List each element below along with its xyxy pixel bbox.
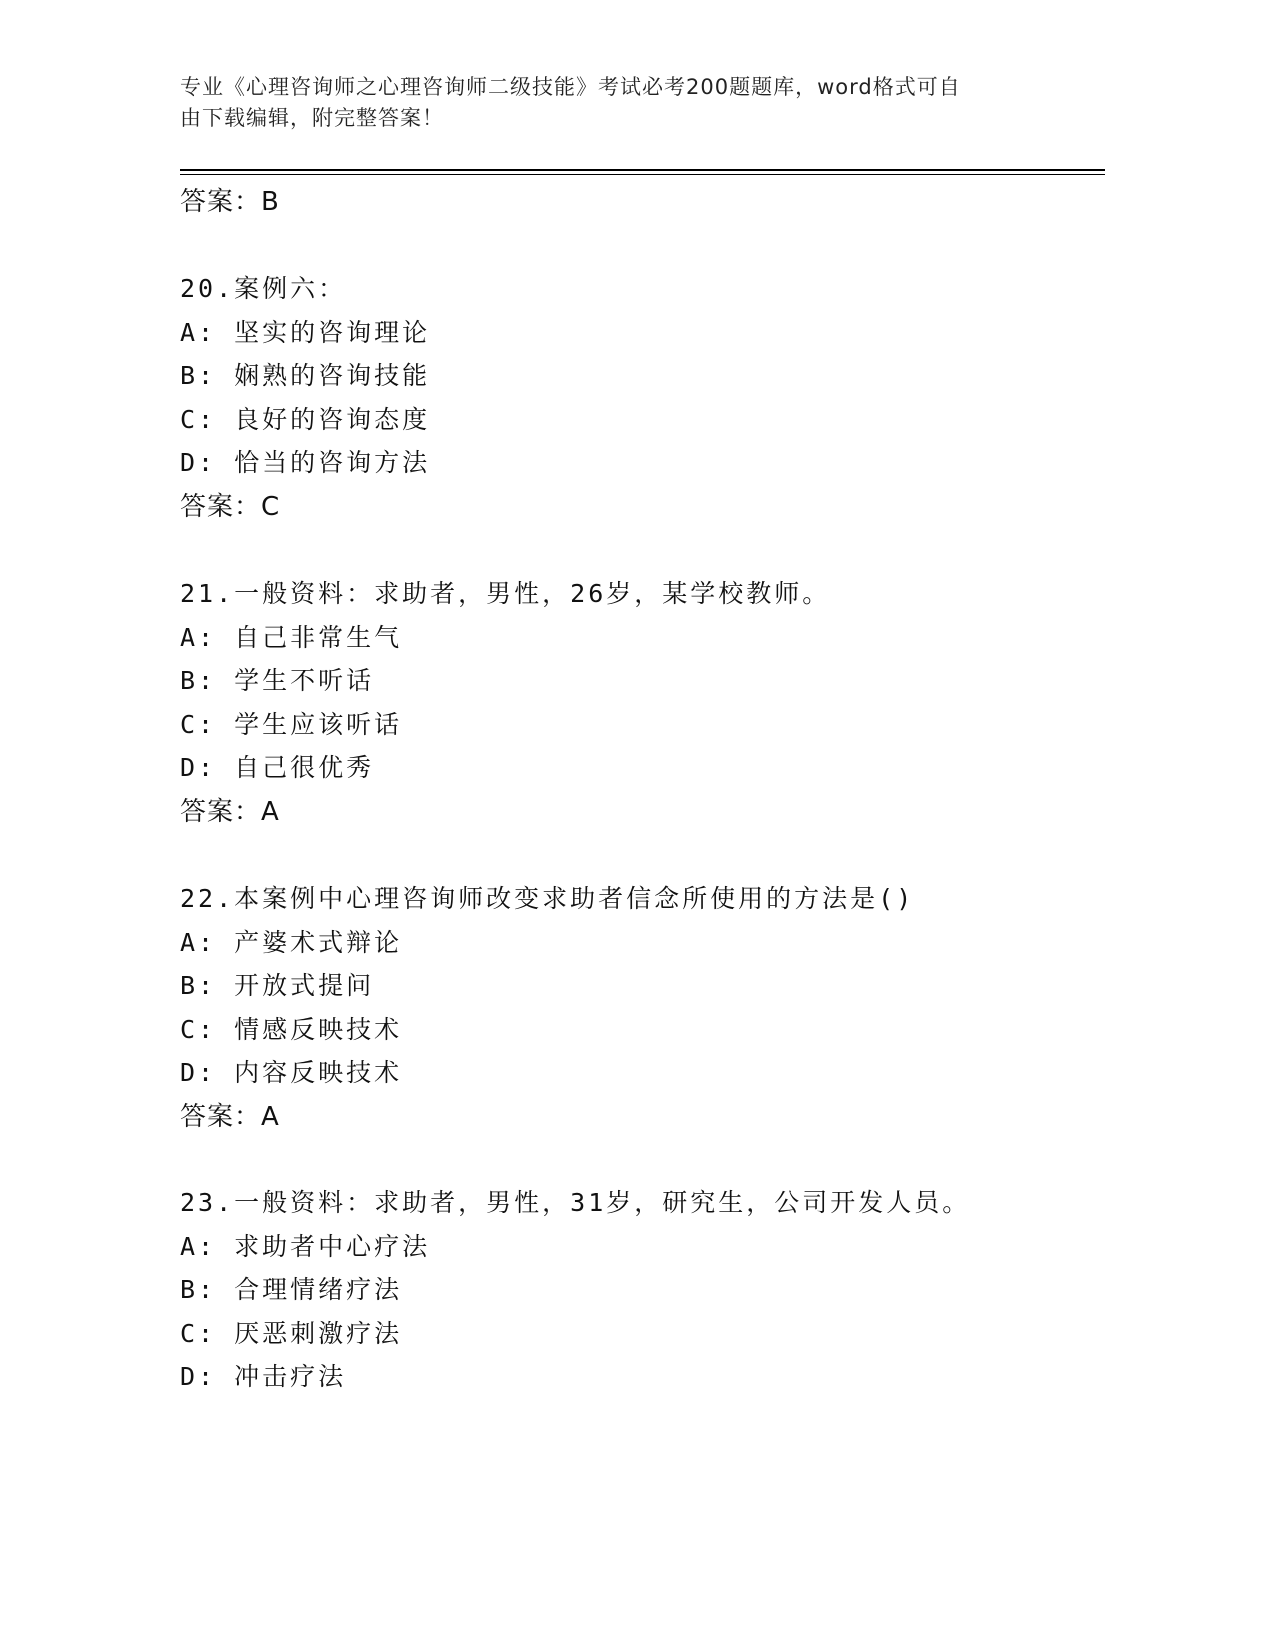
question-option: C: 情感反映技术	[180, 1014, 403, 1044]
header-divider	[180, 169, 1105, 171]
question-option: B: 学生不听话	[180, 666, 375, 695]
question-option: B: 开放式提问	[180, 971, 375, 1000]
document-header-line-2: 由下载编辑，附完整答案！	[180, 106, 444, 130]
header-divider-thin	[180, 174, 1105, 175]
question-stem: 23.一般资料：求助者，男性，31岁，研究生，公司开发人员。	[180, 1188, 971, 1217]
question-answer: 答案：C	[180, 491, 281, 522]
question-option: C: 厌恶刺激疗法	[180, 1318, 403, 1348]
question-option: D: 恰当的咨询方法	[180, 448, 431, 477]
question-option: B: 娴熟的咨询技能	[180, 361, 431, 390]
question-option: A: 求助者中心疗法	[180, 1231, 431, 1261]
question-option: A: 坚实的咨询理论	[180, 317, 431, 347]
question-stem: 22.本案例中心理咨询师改变求助者信念所使用的方法是()	[180, 884, 915, 913]
document-header-line-1: 专业《心理咨询师之心理咨询师二级技能》考试必考200题题库，word格式可自	[180, 75, 961, 99]
question-option: A: 产婆术式辩论	[180, 927, 403, 957]
question-stem: 21.一般资料：求助者，男性，26岁，某学校教师。	[180, 579, 831, 608]
question-option: C: 学生应该听话	[180, 709, 403, 739]
question-option: D: 冲击疗法	[180, 1362, 347, 1391]
question-option: A: 自己非常生气	[180, 622, 403, 652]
question-answer: 答案：A	[180, 796, 280, 827]
answer-previous: 答案：B	[180, 187, 280, 217]
question-option: D: 内容反映技术	[180, 1058, 403, 1087]
question-option: D: 自己很优秀	[180, 753, 375, 782]
question-answer: 答案：A	[180, 1101, 280, 1132]
question-stem: 20.案例六：	[180, 274, 347, 303]
question-option: B: 合理情绪疗法	[180, 1275, 403, 1304]
question-option: C: 良好的咨询态度	[180, 404, 431, 434]
